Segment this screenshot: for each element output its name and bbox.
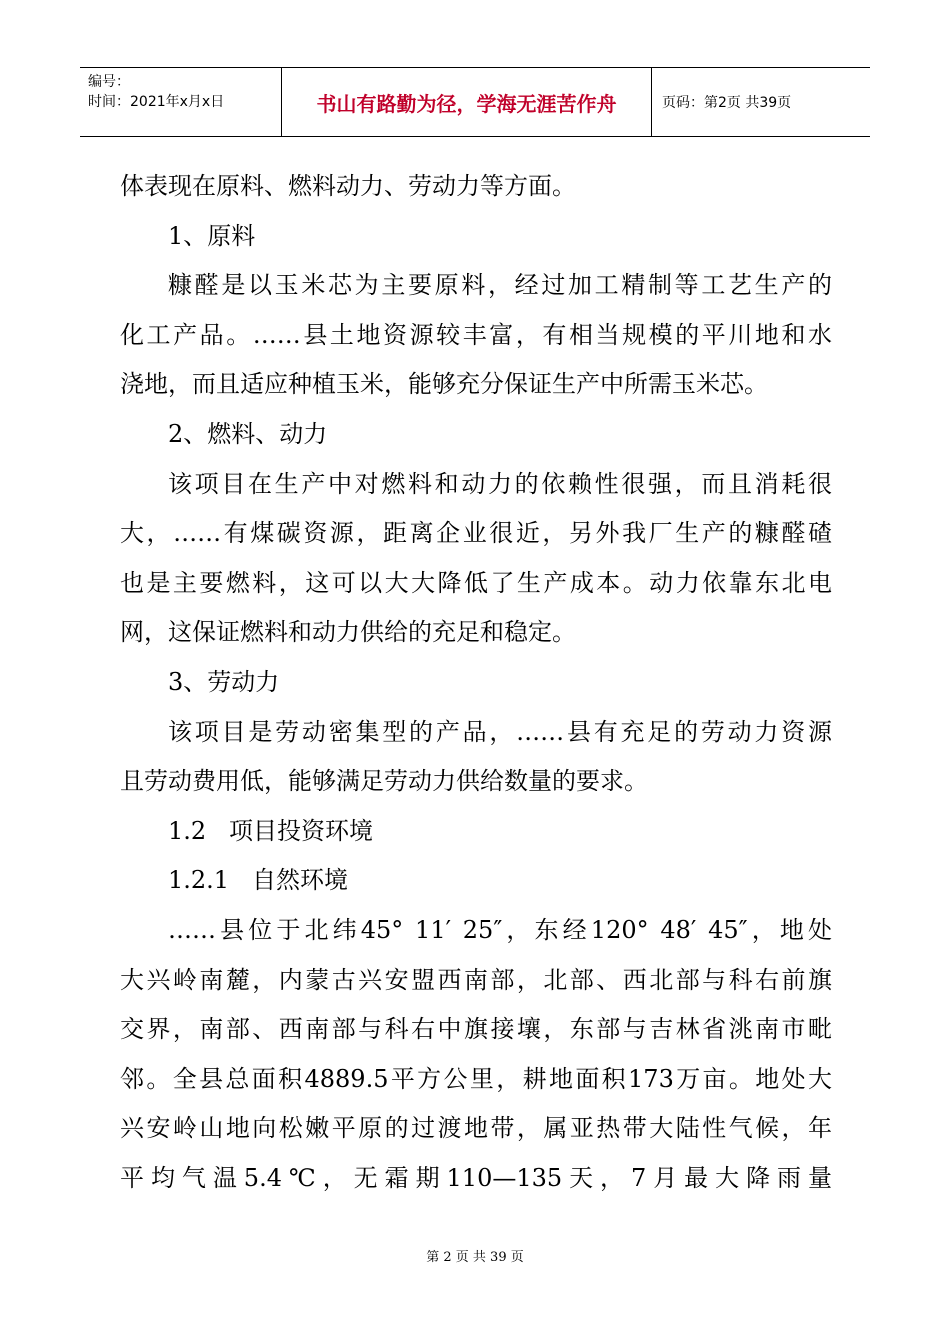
body-line: 该项目在生产中对燃料和动力的依赖性很强，而且消耗很 xyxy=(168,469,832,498)
section-heading: 1、原料 xyxy=(168,221,256,250)
body-line: 体表现在原料、燃料动力、劳动力等方面。 xyxy=(120,172,576,200)
body-line: 兴安岭山地向松嫩平原的过渡地带，属亚热带大陆性气候，年 xyxy=(120,1114,832,1143)
document-number-label: 编号： xyxy=(88,74,130,90)
section-heading: 1.2 项目投资环境 xyxy=(168,816,374,845)
body-line: 糠醛是以玉米芯为主要原料，经过加工精制等工艺生产的 xyxy=(168,271,832,300)
header-page-info: 页码：第2页 共39页 xyxy=(662,95,792,111)
body-line: 浇地，而且适应种植玉米，能够充分保证生产中所需玉米芯。 xyxy=(120,370,768,399)
body-line: 邻。全县总面积4889.5平方公里，耕地面积173万亩。地处大 xyxy=(120,1064,832,1093)
body-line: 网，这保证燃料和动力供给的充足和稳定。 xyxy=(120,618,576,647)
body-line: 且劳动费用低，能够满足劳动力供给数量的要求。 xyxy=(120,767,648,796)
header-motto: 书山有路勤为径，学海无涯苦作舟 xyxy=(282,68,652,136)
document-body xyxy=(120,162,832,1203)
body-line: 大兴岭南麓，内蒙古兴安盟西南部，北部、西北部与科右前旗 xyxy=(120,965,832,994)
body-line: 交界，南部、西南部与科右中旗接壤，东部与吉林省洮南市毗 xyxy=(120,1015,832,1044)
body-line: 大，……有煤碳资源，距离企业很近，另外我厂生产的糠醛碴 xyxy=(120,519,832,548)
page-footer: 第 2 页 共 39 页 xyxy=(426,1250,524,1265)
section-heading: 2、燃料、动力 xyxy=(168,419,328,448)
page-header xyxy=(80,67,870,137)
subsection-heading: 1.2.1 自然环境 xyxy=(168,866,348,895)
body-line: 该项目是劳动密集型的产品，……县有充足的劳动力资源 xyxy=(168,717,832,746)
body-line: 化工产品。……县土地资源较丰富，有相当规模的平川地和水 xyxy=(120,320,832,349)
document-time-label: 时间：2021年x月x日 xyxy=(88,94,225,110)
section-heading: 3、劳动力 xyxy=(168,667,280,696)
body-line: ……县位于北纬45° 11′ 25″，东经120° 48′ 45″，地处 xyxy=(168,915,832,944)
header-meta-cell xyxy=(80,68,282,136)
body-line: 也是主要燃料，这可以大大降低了生产成本。动力依靠东北电 xyxy=(120,568,832,597)
body-line: 平均气温5.4℃，无霜期110—135天，7月最大降雨量 xyxy=(120,1163,832,1192)
